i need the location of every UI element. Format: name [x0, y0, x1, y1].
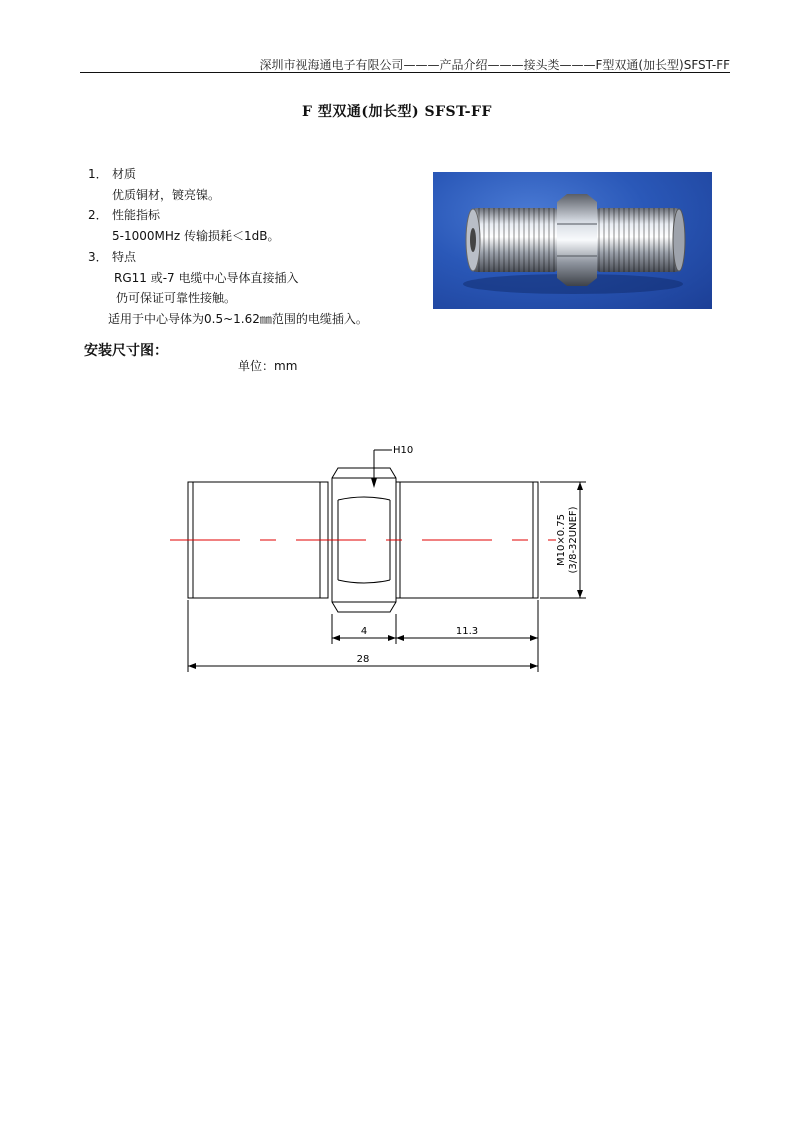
spec-label: 材质: [112, 167, 137, 181]
dimension-drawing: [160, 438, 600, 682]
spec-text: 适用于中心导体为0.5~1.62㎜范围的电缆插入。: [108, 311, 368, 326]
hex-size-label: H10: [393, 445, 414, 456]
arrow-thread-top: [577, 482, 583, 490]
installation-dimension-title: 安装尺寸图：: [84, 343, 168, 359]
spec-number: 2．: [88, 208, 108, 223]
product-photo: [433, 172, 712, 309]
arrow-right-right: [530, 635, 538, 641]
arrow-hex-leader: [371, 478, 377, 488]
spec-item-features: [88, 247, 418, 268]
hex-arc-top: [338, 497, 390, 500]
arrow-total-right: [530, 663, 538, 669]
spec-label: 性能指标: [112, 208, 161, 223]
dim-text-right: 11.3: [455, 626, 479, 637]
dim-text-hex: 4: [360, 626, 368, 637]
connector-photo-illustration: [433, 172, 712, 309]
page-title: F 型双通(加长型) SFST-FF: [302, 104, 492, 120]
spec-label: 特点: [112, 249, 137, 264]
spec-item-performance: [88, 205, 418, 226]
arrow-hex-left: [332, 635, 340, 641]
spec-text: RG11 或-7 电缆中心导体直接插入: [114, 270, 299, 285]
arrow-hex-right: [388, 635, 396, 641]
header-divider: [80, 72, 730, 73]
spec-number: 3．: [88, 249, 108, 264]
connector-dimension-svg: [160, 438, 600, 678]
unit-label: 单位：mm: [238, 359, 298, 373]
thread-standard-text: (3/8-32UNEF): [568, 506, 579, 574]
thread-size-text: M10×0.75: [556, 514, 567, 566]
dim-text-total: 28: [356, 654, 370, 665]
spec-list: [88, 164, 418, 330]
spec-text: 仍可保证可靠性接触。: [116, 291, 237, 306]
arrow-thread-bottom: [577, 590, 583, 598]
arrow-right-left: [396, 635, 404, 641]
spec-text: 优质铜材，镀亮镍。: [112, 187, 221, 202]
arrow-total-left: [188, 663, 196, 669]
hex-arc-bottom: [338, 580, 390, 583]
spec-item-material: [88, 164, 418, 185]
spec-number: 1．: [88, 167, 108, 181]
page-header-breadcrumb: 深圳市视海通电子有限公司———产品介绍———接头类———F型双通(加长型)SFST-FF: [259, 58, 730, 72]
spec-text: 5-1000MHz 传输损耗＜1dB。: [112, 229, 280, 244]
